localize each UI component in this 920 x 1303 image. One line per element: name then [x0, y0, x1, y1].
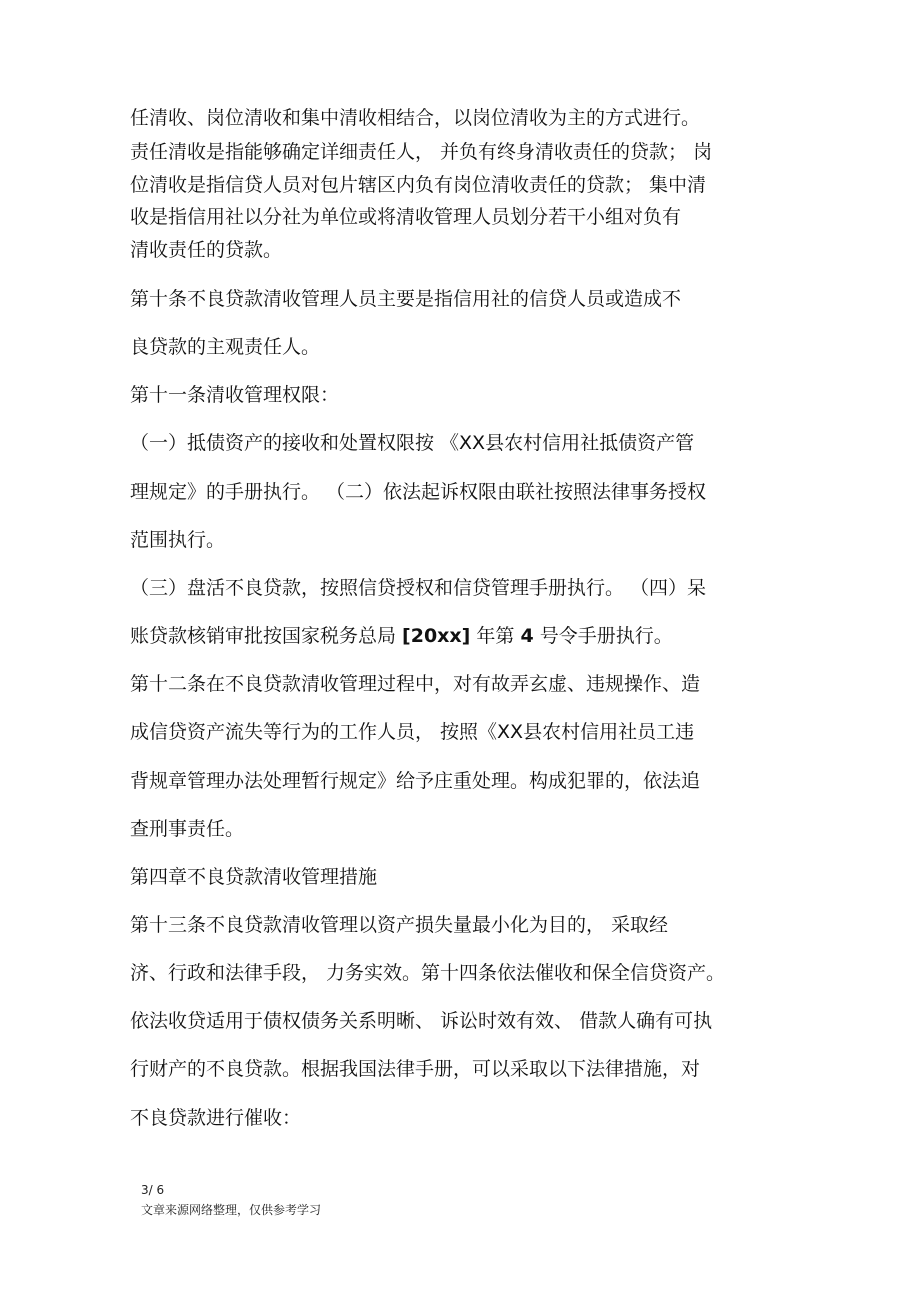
- text-line: [130, 624, 673, 648]
- text-line: 第十条不良贷款清收管理人员主要是指信用社的信贷人员或造成不: [130, 288, 682, 310]
- text-segment: 号令手册执行。: [533, 625, 673, 647]
- regulation-year: [20xx]: [402, 625, 471, 647]
- text-line: 理规定》的手册执行。 （二）依法起诉权限由联社按照法律事务授权: [130, 481, 707, 503]
- page-number: 3/ 6: [141, 1183, 165, 1197]
- text-line: 收是指信用社以分社为单位或将清收管理人员划分若干小组对负有: [130, 206, 682, 228]
- text-line: 第十二条在不良贷款清收管理过程中，对有故弄玄虚、违规操作、造: [130, 673, 701, 695]
- footer-note: 文章来源网络整理，仅供参考学习: [141, 1203, 322, 1217]
- text-line: （三）盘活不良贷款，按照信贷授权和信贷管理手册执行。 （四）呆: [130, 577, 707, 599]
- text-line: 第十三条不良贷款清收管理以资产损失量最小化为目的， 采取经: [130, 914, 669, 936]
- chapter-heading: 第四章不良贷款清收管理措施: [130, 866, 378, 888]
- text-segment: 账贷款核销审批按国家税务总局: [130, 625, 403, 647]
- regulation-number: 4: [520, 625, 534, 647]
- text-line: 不良贷款进行催收：: [130, 1107, 302, 1129]
- text-line: （一）抵债资产的接收和处置权限按 《XX县农村信用社抵债资产管: [130, 432, 695, 454]
- text-line: 查刑事责任。: [130, 818, 245, 840]
- text-line: 依法收贷适用于债权债务关系明晰、 诉讼时效有效、 借款人确有可执: [130, 1010, 713, 1032]
- text-line: 责任清收是指能够确定详细责任人， 并负有终身清收责任的贷款； 岗: [130, 141, 713, 163]
- text-line: 范围执行。: [130, 529, 226, 551]
- text-line: 济、行政和法律手段， 力务实效。第十四条依法催收和保全信贷资产。: [130, 962, 726, 984]
- text-line: 任清收、岗位清收和集中清收相结合，以岗位清收为主的方式进行。: [130, 107, 701, 129]
- text-line: 成信贷资产流失等行为的工作人员， 按照《XX县农村信用社员工违: [130, 721, 695, 743]
- text-line: 清收责任的贷款。: [130, 239, 283, 261]
- section-heading: 第十一条清收管理权限：: [130, 384, 340, 406]
- text-line: 良贷款的主观责任人。: [130, 336, 321, 358]
- text-line: 行财产的不良贷款。根据我国法律手册，可以采取以下法律措施，对: [130, 1058, 701, 1080]
- text-line: 位清收是指信贷人员对包片辖区内负有岗位清收责任的贷款； 集中清: [130, 174, 707, 196]
- text-segment: 年第: [470, 625, 521, 647]
- text-line: 背规章管理办法处理暂行规定》给予庄重处理。构成犯罪的，依法追: [130, 770, 701, 792]
